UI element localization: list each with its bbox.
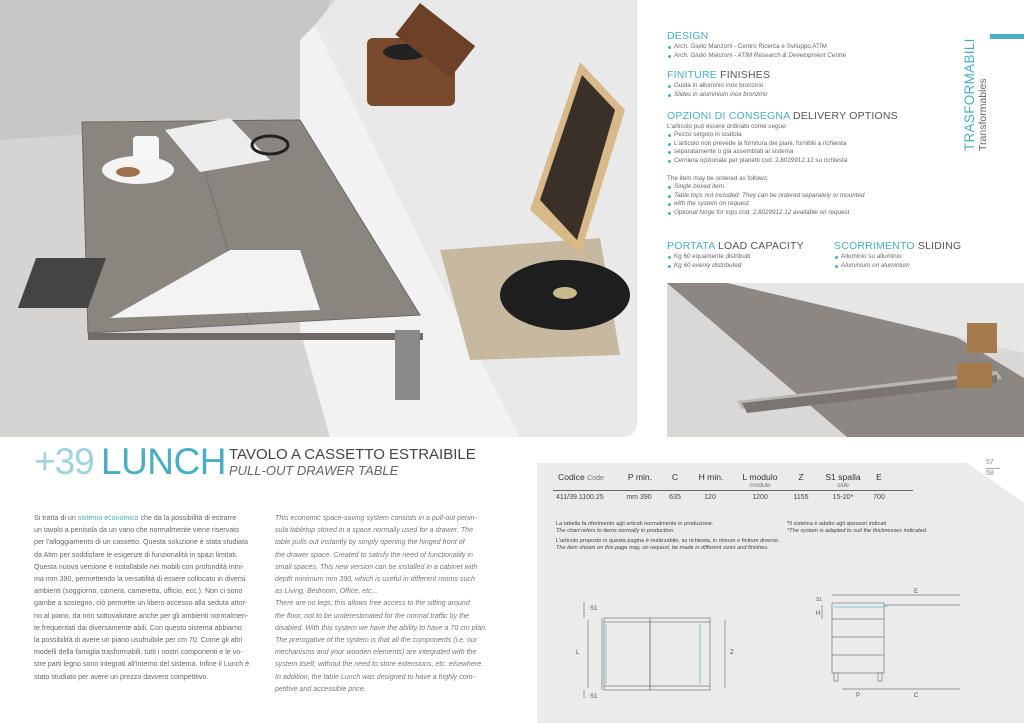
list-item: Single boxed item — [667, 183, 865, 192]
description-line: un tavolo a penisola da un vano che normalmente viene riservato — [34, 526, 240, 535]
table-cell: 15-20* — [832, 494, 854, 501]
description-line: depth minimum mm 390, which is useful in different rooms such — [275, 575, 475, 584]
table-header: P min. — [627, 472, 653, 482]
description-line: Questa nuova versione è installabile nei mobili con profondità mini- — [34, 562, 245, 571]
product-subtitle-it: TAVOLO A CASSETTO ESTRAIBILE — [229, 446, 476, 463]
main-product-photo — [0, 0, 637, 437]
list-item: Arch. Giulio Manzoni - Centro Ricerca e Sviluppo ATIM — [667, 43, 846, 52]
table-cell: 1200 — [752, 494, 768, 501]
list-item: Aluminium on aluminium — [834, 262, 910, 271]
description-line: There are no legs, this allows free access to the sitting around — [275, 599, 470, 608]
description-line: the floor, not to be underestimated for the normal traffic by the — [275, 611, 470, 620]
table-cell: mm 390 — [626, 494, 652, 501]
finishes-heading: FINITURE FINISHES — [667, 69, 771, 81]
drawing-label: S1 — [590, 694, 598, 700]
table-header: Z — [798, 472, 804, 482]
delivery-intro-it: L'articolo può essere ordinato come segue: — [667, 123, 788, 130]
page-number-right: 58 — [986, 470, 994, 477]
table-cell: 120 — [704, 494, 716, 501]
description-en — [275, 512, 487, 695]
delivery-list-en — [667, 183, 865, 217]
sliding-list — [834, 253, 910, 270]
table-cell: 411/39.1100.25 — [556, 494, 604, 501]
table-cell: 700 — [873, 494, 885, 501]
list-item: Arch. Giulio Manzoni - ATIM Research & Development Centre — [667, 52, 846, 61]
list-item: separatamente o già assemblati al sistema — [667, 148, 847, 157]
drawing-label: L — [576, 650, 580, 656]
list-item: Pezzo singolo in scatola — [667, 131, 847, 140]
note-line: *The system is adapted to suit the thicknesses indicated. — [787, 528, 928, 534]
description-line: disabled. With this system we have the ability to have a 70 cm plan. — [275, 623, 488, 632]
design-list — [667, 43, 846, 60]
description-line: mechanisms and your wooden elements) are integrated with the — [275, 648, 477, 657]
sliding-heading: SCORRIMENTO SLIDING — [834, 240, 962, 252]
list-item: Slides in aluminium inox bronzino — [667, 91, 767, 100]
product-number: +39 — [34, 441, 94, 482]
page-number-left: 57 — [986, 459, 994, 466]
description-line: te frequentati dai diversamente abili. Con questo sistema abbiamo — [34, 623, 242, 632]
delivery-heading: OPZIONI DI CONSEGNA DELIVERY OPTIONS — [667, 110, 898, 122]
detail-product-photo — [667, 283, 1024, 437]
description-it — [34, 512, 249, 683]
drawing-label: P — [856, 693, 861, 699]
description-line: modelli della famiglia trasformabili, tutti i nostri componenti e le vo- — [34, 648, 243, 657]
table-header: Codice Code — [558, 472, 604, 482]
note-line: La tabella fa riferimento agli articoli normalmente in produzione. — [556, 521, 714, 527]
table-cell: 1155 — [793, 494, 809, 501]
list-item: Kg 60 equamente distribuiti — [667, 253, 750, 262]
accent-bar — [990, 34, 1024, 39]
delivery-list-it — [667, 131, 847, 165]
description-line: Si tratta di un sistema economico che da la possibilità di estrarre — [34, 514, 237, 522]
list-item: with the system on request — [667, 200, 865, 209]
description-line: gambe a sostegno, ciò permette un libero accesso alla seduta attor- — [34, 599, 248, 608]
note-line: *Il sistema è adatto agli spessori indicati — [787, 521, 887, 527]
list-item: Kg 60 evenly distributed — [667, 262, 750, 271]
finishes-list — [667, 82, 767, 99]
description-line: ma mm 390, permettendo la versatilità di essere collocato in diversi — [34, 575, 246, 584]
drawing-label: H — [816, 611, 821, 617]
description-line: stre parti legno sono integrati all'interno del sistema. Infine il Lunch è — [34, 660, 250, 669]
table-notes-left — [556, 521, 780, 552]
description-line: the drawer space. Created to satisfy the need of functionality in — [275, 550, 473, 559]
plan-drawing — [560, 590, 760, 700]
design-heading: DESIGN — [667, 30, 709, 42]
section-vertical-title — [962, 26, 992, 151]
capacity-heading: PORTATA LOAD CAPACITY — [667, 240, 804, 252]
list-item: Optional hinge for tops cod. 2.8029912.12 available on request — [667, 209, 865, 218]
description-line: no al piano, da non sottovalutare anche per gli ambienti normalmen- — [34, 611, 249, 620]
list-item: Guida in alluminio inox bronzino — [667, 82, 767, 91]
description-line: ambienti (soggiorno, camera, cameretta, ufficio, ecc.). Non ci sono — [34, 587, 243, 596]
drawing-label: S1 — [816, 597, 823, 603]
list-item: Alluminio su alluminio — [834, 253, 910, 262]
product-name: LUNCH — [101, 441, 226, 482]
section-drawing — [800, 585, 980, 700]
table-notes-right — [787, 521, 928, 535]
description-line: In addition, the table Lunch was designed to have a highly com- — [275, 672, 475, 681]
table-cell: 635 — [669, 494, 681, 501]
table-divider — [553, 490, 913, 491]
list-item: Table tops not included. They can be ordered separately or mounted — [667, 192, 865, 201]
table-header: S1 spalla side — [825, 472, 861, 489]
note-line: L'articolo proposto in questa pagina è realizzabile, su richiesta, in misure e finiture diverse. — [556, 538, 780, 544]
description-line: This economic space-saving system consists in a pull-out penin- — [275, 514, 477, 522]
table-header: L modulo module — [742, 472, 778, 489]
highlight-text: sistema economico — [77, 514, 139, 522]
table-header: E — [876, 472, 882, 482]
delivery-intro-en: The item may be ordered as follows: — [667, 175, 769, 182]
list-item: L'articolo non prevede la fornitura dei piani, fornibili a richiesta — [667, 140, 847, 149]
table-header: H min. — [698, 472, 724, 482]
drawing-label: Z — [730, 650, 734, 656]
page-numbers — [986, 458, 1000, 479]
note-line: The item shown on this page may, on request, be made in different sizes and finishes. — [556, 545, 769, 551]
drawing-label: S1 — [590, 606, 598, 612]
description-line: sula tabletop stored in a space normally used for a drawer. The — [275, 526, 474, 535]
description-line: stato studiato per avere un prezzo davvero competitivo. — [34, 672, 209, 681]
section-title-en: Transformables — [977, 78, 989, 151]
description-line: da Atim per soddisfare le esigenze di funzionalità in spazi limitati. — [34, 550, 238, 559]
description-line: petitive and accessible price. — [275, 684, 366, 693]
description-line: small spaces, This new version can be installed in a cabinet with — [275, 562, 478, 571]
drawing-label: E — [914, 589, 919, 595]
description-line: table pulls out instantly by simply opening the hinged front of — [275, 538, 465, 547]
drawing-label: C — [914, 693, 919, 699]
description-line: The prerogative of the system is that all the components (i.e. our — [275, 636, 478, 645]
list-item: Cerniera opzionale per pianetti cod. 2.8029912.12 su richiesta — [667, 157, 847, 166]
description-line: as Living, Bedroom, Office, etc... — [275, 587, 378, 596]
note-line: The chart refers to items normally in production. — [556, 528, 675, 534]
description-line: system itself, without the need to store extensions, etc. elsewhere. — [275, 660, 484, 669]
section-title-it: TRASFORMABILI — [962, 38, 977, 151]
description-line: la possibilità di avere un piano usufruibile per cm 70. Come gli altri — [34, 636, 243, 645]
product-subtitle-en: PULL-OUT DRAWER TABLE — [229, 463, 399, 478]
table-header: C — [671, 472, 679, 482]
capacity-list — [667, 253, 750, 270]
description-line: per l'alloggiamento di un cassetto. Questa soluzione è stata studiata — [34, 538, 248, 547]
